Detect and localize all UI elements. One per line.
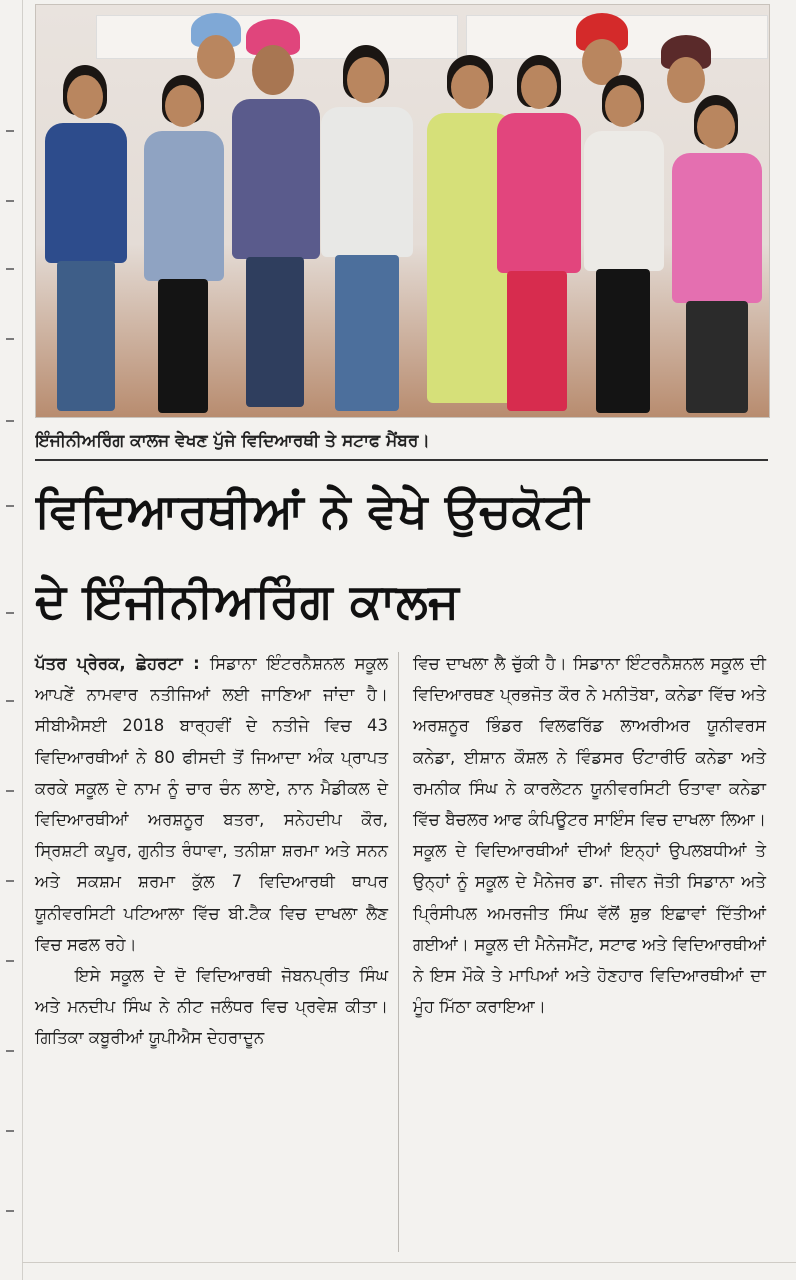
article-column-2	[413, 648, 766, 1022]
bottom-edge	[22, 1262, 796, 1263]
paragraph: ਇਸੇ ਸਕੂਲ ਦੇ ਦੋ ਵਿਦਿਆਰਥੀ ਜੋਬਨਪ੍ਰੀਤ ਸਿੰਘ ਅਤੇ ਮਨਦੀਪ ਸਿੰਘ ਨੇ ਨੀਟ ਜਲੰਧਰ ਵਿਚ ਪ੍ਰਵੇਸ਼ ਕੀਤਾ। ਗਿਤਿਕਾ ਕਬੂਰੀਆਂ ਯੂਪੀਐਸ ਦੇਹਰਾਦੂਨ	[35, 966, 388, 1048]
headline-line-1: ਵਿਦਿਆਰਥੀਆਂ ਨੇ ਵੇਖੇ ਉਚਕੋਟੀ	[35, 484, 589, 539]
photo-person	[311, 45, 421, 415]
caption-rule	[35, 459, 768, 461]
group-photo	[35, 4, 770, 418]
paragraph: ਸਿਡਾਨਾ ਇੰਟਰਨੈਸ਼ਨਲ ਸਕੂਲ ਆਪਣੇਂ ਨਾਮਵਾਰ ਨਤੀਜਿਆਂ ਲਈ ਜਾਣਿਆ ਜਾਂਦਾ ਹੈ। ਸੀਬੀਐਸਈ 2018 ਬਾਰ੍ਹਵੀਂ ਦੇ ਨਤੀਜੇ ਵਿਚ 43 ਵਿਦਿਆਰਥੀਆਂ ਨੇ 80 ਫੀਸਦੀ ਤੋਂ ਜਿਆਦਾ ਅੰਕ ਪ੍ਰਾਪਤ ਕਰਕੇ ਸਕੂਲ ਦੇ ਨਾਮ ਨੂੰ ਚਾਰ ਚੰਨ ਲਾਏ, ਨਾਨ ਮੈਡੀਕਲ ਦੇ ਵਿਦਿਆਰਥੀਆਂ ਅਰਸ਼ਨੂਰ ਬਤਰਾ, ਸਨੇਹਦੀਪ ਕੌਰ, ਸ੍ਰਿਸ਼ਟੀ ਕਪੂਰ, ਗੁਨੀਤ ਰੰਧਾਵਾ, ਤਨੀਸ਼ਾ ਸ਼ਰਮਾ ਅਤੇ ਸਨਨ ਅਤੇ ਸਕਸ਼ਮ ਸ਼ਰਮਾ ਕੁੱਲ 7 ਵਿਦਿਆਰਥੀ ਥਾਪਰ ਯੂਨੀਵਰਸਿਟੀ ਪਟਿਆਲਾ ਵਿੱਚ ਬੀ.ਟੈਕ ਵਿਚ ਦਾਖਲਾ ਲੈਣ ਵਿਚ ਸਫਲ ਰਹੇ।	[35, 654, 389, 954]
adjacent-column-edge	[0, 0, 23, 1280]
article-column-1	[35, 648, 388, 1054]
headline-line-2: ਦੇ ਇੰਜੀਨੀਅਰਿੰਗ ਕਾਲਜ	[35, 574, 460, 629]
paragraph: ਵਿਚ ਦਾਖਲਾ ਲੈ ਚੁੱਕੀ ਹੈ। ਸਿਡਾਨਾ ਇੰਟਰਨੈਸ਼ਨਲ ਸਕੂਲ ਦੀ ਵਿਦਿਆਰਥਣ ਪ੍ਰਭਜੋਤ ਕੌਰ ਨੇ ਮਨੀਤੋਬਾ, ਕਨੇਡਾ ਵਿੱਚ ਅਤੇ ਅਰਸ਼ਨੂਰ ਭਿੰਡਰ ਵਿਲਫਰਿੱਡ ਲਾਅਰੀਅਰ ਯੂਨੀਵਰਸ ਕਨੇਡਾ, ਈਸ਼ਾਨ ਕੌਸ਼ਲ ਨੇ ਵਿੰਡਸਰ ਓਂਟਾਰੀਓ ਕਨੇਡਾ ਅਤੇ ਰਮਨੀਕ ਸਿੰਘ ਨੇ ਕਾਰਲੇਟਨ ਯੂਨੀਵਰਸਿਟੀ ਓਤਾਵਾ ਕਨੇਡਾ ਵਿੱਚ ਬੈਚਲਰ ਆਫ ਕੰਪਿਊਟਰ ਸਾਇੰਸ ਵਿਚ ਦਾਖਲਾ ਲਿਆ। ਸਕੂਲ ਦੇ ਵਿਦਿਆਰਥੀਆਂ ਦੀਆਂ ਇਨ੍ਹਾਂ ਉਪਲਬਧੀਆਂ ਤੇ ਉਨ੍ਹਾਂ ਨੂੰ ਸਕੂਲ ਦੇ ਮੈਨੇਜਰ ਡਾ. ਜੀਵਨ ਜੋਤੀ ਸਿਡਾਨਾ ਅਤੇ ਪ੍ਰਿੰਸੀਪਲ ਅਮਰਜੀਤ ਸਿੰਘ ਵੱਲੋਂ ਸ਼ੁਭ ਇਛਾਵਾਂ ਦਿੱਤੀਆਂ ਗਈਆਂ। ਸਕੂਲ ਦੀ ਮੈਨੇਜਮੈਂਟ, ਸਟਾਫ ਅਤੇ ਵਿਦਿਆਰਥੀਆਂ ਨੇ ਇਸ ਮੌਕੇ ਤੇ ਮਾਪਿਆਂ ਅਤੇ ਹੋਣਹਾਰ ਵਿਦਿਆਰਥੀਆਂ ਦਾ ਮੂੰਹ ਮਿੱਠਾ ਕਰਾਇਆ।	[413, 654, 766, 1017]
photo-caption: ਇੰਜੀਨੀਅਰਿੰਗ ਕਾਲਜ ਵੇਖਣ ਪੁੱਜੇ ਵਿਦਿਆਰਥੀ ਤੇ ਸਟਾਫ ਮੈਂਬਰ।	[35, 431, 430, 451]
photo-person	[666, 95, 766, 415]
byline: ਪੱਤਰ ਪ੍ਰੇਰਕ, ਛੇਹਰਟਾ :	[35, 654, 200, 673]
photo-person	[41, 65, 131, 415]
column-divider	[398, 652, 399, 1252]
